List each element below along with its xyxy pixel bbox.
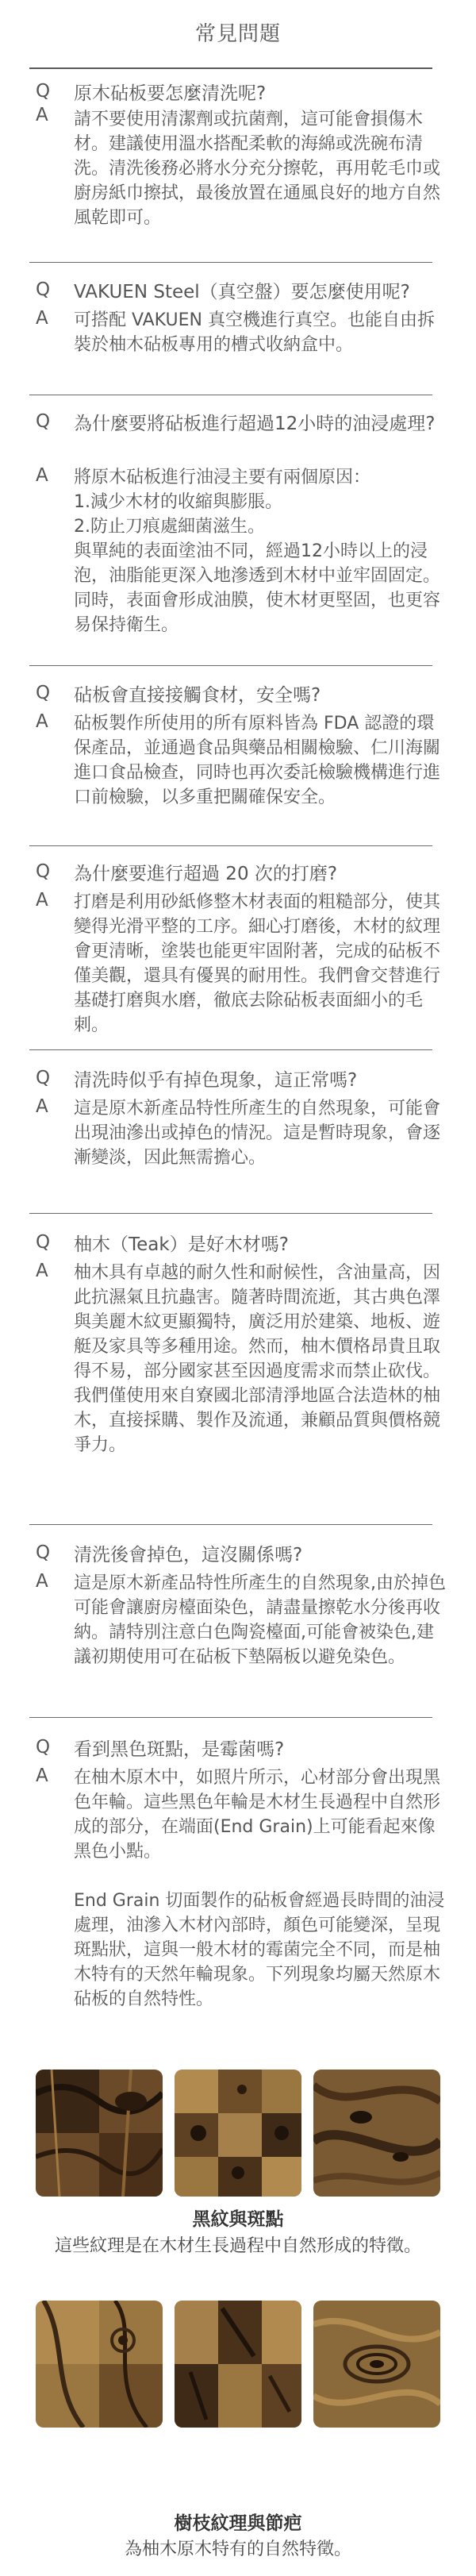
wood-black-grain-image bbox=[36, 2070, 163, 2197]
gallery-title: 黑紋與斑點 bbox=[192, 2209, 284, 2230]
faq-divider bbox=[29, 1213, 432, 1214]
answer-mark: A bbox=[36, 890, 48, 911]
faq-answer: 在柚木原木中，如照片所示，心材部分會出現黑色年輪。這些黑色年輪是木材生長過程中自然形成的部分，在端面(End Grain)上可能看起來像黑色小點。 End Grain 切面製作的砧板會經過長時間的油浸處理，油滲入木材內部時，顏色可能變深，呈現斑點狀，這與一般木材的霉菌完全不同，而是柚木特有的天然年輪現象。下列現象均屬天然原木砧板的自然特性。 bbox=[74, 1768, 445, 2009]
faq-question: VAKUEN Steel（真空盤）要怎麼使用呢? bbox=[74, 282, 410, 302]
faq-question: 清洗時似乎有掉色現象，這正常嗎? bbox=[74, 1070, 358, 1091]
question-mark: Q bbox=[36, 683, 51, 703]
faq-question: 為什麼要將砧板進行超過12小時的油浸處理? bbox=[74, 414, 436, 434]
faq-question: 為什麼要進行超過 20 次的打磨? bbox=[74, 864, 338, 884]
answer-mark: A bbox=[36, 308, 48, 329]
faq-divider bbox=[29, 1049, 432, 1050]
question-mark: Q bbox=[36, 81, 51, 102]
title-divider bbox=[29, 67, 432, 69]
wood-knot-swirl-image bbox=[313, 2301, 440, 2428]
answer-mark: A bbox=[36, 1765, 48, 1786]
faq-answer: 柚木具有卓越的耐久性和耐候性，含油量高，因此抗濕氣且抗蟲害。隨著時間流逝，其古典色澤與美麗木紋更顯獨特，廣泛用於建築、地板、遊艇及家具等多種用途。然而，柚木價格昂貴且取得不易，部分國家甚至因過度需求而禁止砍伐。我們僅使用來自寮國北部清淨地區合法造林的柚木，直接採購、製作及流通，兼顧品質與價格競爭力。 bbox=[74, 1263, 441, 1455]
faq-answer: 砧板製作所使用的所有原料皆為 FDA 認證的環保產品，並通過食品與藥品相關檢驗、仁川海關進口食品檢查，同時也再次委託檢驗機構進行進口前檢驗，以多重把關確保安全。 bbox=[74, 714, 441, 807]
wood-end-grain-knots-image bbox=[175, 2301, 301, 2428]
question-mark: Q bbox=[36, 861, 51, 882]
wood-end-grain-spots-image bbox=[175, 2070, 301, 2197]
answer-mark: A bbox=[36, 105, 48, 125]
wood-branch-knot-image bbox=[36, 2301, 163, 2428]
faq-divider bbox=[29, 845, 432, 846]
faq-answer: 可搭配 VAKUEN 真空機進行真空。也能自由拆裝於柚木砧板專用的槽式收納盒中。 bbox=[74, 310, 435, 355]
page-title: 常見問題 bbox=[194, 22, 281, 46]
answer-mark: A bbox=[36, 1261, 48, 1281]
faq-answer: 打磨是利用砂紙修整木材表面的粗糙部分，使其變得光滑平整的工序。細心打磨後，木材的紋理會更清晰，塗裝也能更牢固附著，完成的砧板不僅美觀，還具有優異的耐用性。我們會交替進行基礎打磨與水磨，徹底去除砧板表面細小的毛刺。 bbox=[74, 892, 441, 1035]
answer-mark: A bbox=[36, 465, 48, 486]
question-mark: Q bbox=[36, 1068, 51, 1088]
answer-mark: A bbox=[36, 711, 48, 732]
wood-black-spots-image bbox=[313, 2070, 440, 2197]
faq-question: 砧板會直接接觸食材，安全嗎? bbox=[74, 685, 321, 706]
question-mark: Q bbox=[36, 411, 51, 432]
answer-mark: A bbox=[36, 1571, 48, 1592]
faq-question: 柚木（Teak）是好木材嗎? bbox=[74, 1234, 289, 1255]
question-mark: Q bbox=[36, 279, 51, 300]
faq-answer: 這是原木新產品特性所產生的自然現象,由於掉色可能會讓廚房檯面染色，請盡量擦乾水分後再收納。請特別注意白色陶瓷檯面,可能會被染色,建議初期使用可在砧板下墊隔板以避免染色。 bbox=[74, 1573, 446, 1667]
gallery-title: 樹枝紋理與節疤 bbox=[174, 2513, 302, 2534]
faq-answer: 將原木砧板進行油浸主要有兩個原因： 1.減少木材的收縮與膨脹。 2.防止刀痕處細菌滋生。 與單純的表面塗油不同，經過12小時以上的浸泡，油脂能更深入地滲透到木材中並牢固固定。同時，表面會形成油膜，使木材更堅固，也更容易保持衛生。 bbox=[74, 468, 441, 635]
faq-divider bbox=[29, 1524, 432, 1525]
gallery-subtitle: 為柚木原木特有的自然特徵。 bbox=[124, 2539, 351, 2559]
faq-divider bbox=[29, 665, 432, 666]
question-mark: Q bbox=[36, 1232, 51, 1253]
gallery-subtitle: 這些紋理是在木材生長過程中自然形成的特徵。 bbox=[54, 2236, 421, 2256]
faq-divider bbox=[29, 262, 432, 263]
question-mark: Q bbox=[36, 1737, 51, 1758]
faq-question: 原木砧板要怎麼清洗呢? bbox=[74, 83, 267, 104]
faq-answer: 這是原木新產品特性所產生的自然現象，可能會出現油滲出或掉色的情況。這是暫時現象，會逐漸變淡，因此無需擔心。 bbox=[74, 1099, 441, 1168]
answer-mark: A bbox=[36, 1096, 48, 1117]
faq-question: 看到黑色斑點，是霉菌嗎? bbox=[74, 1739, 285, 1760]
faq-question: 清洗後會掉色，這沒關係嗎? bbox=[74, 1545, 303, 1565]
question-mark: Q bbox=[36, 1542, 51, 1563]
faq-divider bbox=[29, 1717, 432, 1718]
faq-answer: 請不要使用清潔劑或抗菌劑，這可能會損傷木材。建議使用溫水搭配柔軟的海綿或洗碗布清洗。清洗後務必將水分充分擦乾，再用乾毛巾或廚房紙巾擦拭，最後放置在通風良好的地方自然風乾即可。 bbox=[74, 110, 441, 228]
